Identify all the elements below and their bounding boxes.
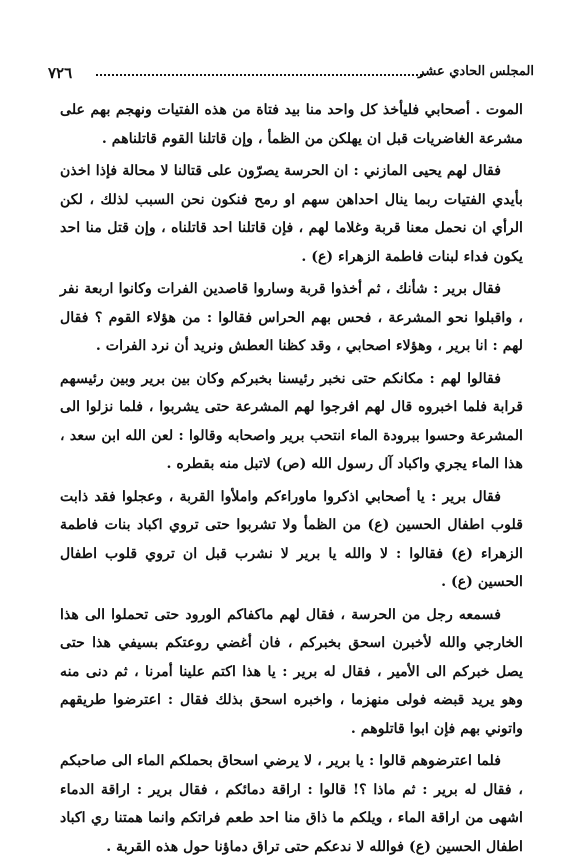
page-number: ٧٢٦ xyxy=(48,64,73,82)
paragraph: فسمعه رجل من الحرسة ، فقال لهم ماكفاكم الورود حتى تحملوا الى هذا الخارجي والله لأخبرن اسحق بخبركم ، فان أغضي روعتكم بسيفي هذا حتى يصل خبركم الى الأمير ، فقال له برير : يا هذا اكتم علينا أمرنا ، ثم دنى منه وهو يريد قبضه فولى منهزما ، واخبره اسحق بذلك فقال : اعترضوا طريقهم واتوني بهم فإن ابوا قاتلوهم . xyxy=(60,606,523,737)
paragraph: فقال لهم يحيى المازني : ان الحرسة يصرّون على قتالنا لا محالة فإذا اخذن بأيدي الفتيات ربما ينال احداهن سهم او رمح فنكون نحن السبب لذلك ، لكن الرأي ان نحمل معنا قربة وغلاما لهم ، فإن قاتلنا احد قاتلناه ، وإن قتل منا احد يكون فداء لبنات فاطمة الزهراء (ع) . xyxy=(60,163,523,265)
chapter-title: المجلس الحادي عشر xyxy=(418,64,534,79)
page-body xyxy=(60,96,523,865)
paragraph: فقال برير : شأنك ، ثم أخذوا قربة وساروا قاصدين الفرات وكانوا اربعة نفر ، واقبلوا نحو المشرعة ، فحس بهم الحراس فقالوا : من هؤلاء القوم ؟ فقال لهم : انا برير ، وهؤلاء اصحابي ، وقد كظنا العطش ونريد أن نرد الفرات . xyxy=(60,281,523,354)
paragraph: فلما اعترضوهم قالوا : يا برير ، لا يرضي اسحاق بحملكم الماء الى صاحبكم ، فقال له برير : ثم ماذا ؟! قالوا : اراقة دمائكم ، فقال برير : اراقة الدماء اشهى من اراقة الماء ، ويلكم ما ذاق منا احد طعم فراتكم وانما همتنا ري اكباد اطفال الحسين (ع) فوالله لا ندعكم حتى تراق دماؤنا حول هذه القربة . xyxy=(60,753,523,855)
header-dotted-leader xyxy=(96,74,426,76)
paragraph: فقالوا لهم : مكانكم حتى نخبر رئيسنا بخبركم وكان بين برير وبين رئيسهم قرابة فلما اخبروه قال لهم افرجوا لهم المشرعة حتى يشربوا ، فلما نزلوا الى المشرعة وحسوا ببرودة الماء انتحب برير واصحابه وقالوا : لعن الله ابن سعد ، هذا الماء يجري واكباد آل رسول الله (ص) لاتبل منه بقطره . xyxy=(60,370,523,472)
paragraph: الموت . أصحابي فليأخذ كل واحد منا بيد فتاة من هذه الفتيات ونهجم بهم على مشرعة الغاضريات قبل ان يهلكن من الظمأ ، وإن قاتلنا القوم قاتلناهم . xyxy=(60,102,523,147)
page-header xyxy=(38,64,534,84)
paragraph: فقال برير : يا أصحابي اذكروا ماوراءكم واملأوا القربة ، وعجلوا فقد ذابت قلوب اطفال الحسين (ع) من الظمأ ولا تشربوا حتى تروي اكباد بنات فاطمة الزهراء (ع) فقالوا : لا والله يا برير لا نشرب قبل ان تروي قلوب اطفال الحسين (ع) . xyxy=(60,488,523,590)
